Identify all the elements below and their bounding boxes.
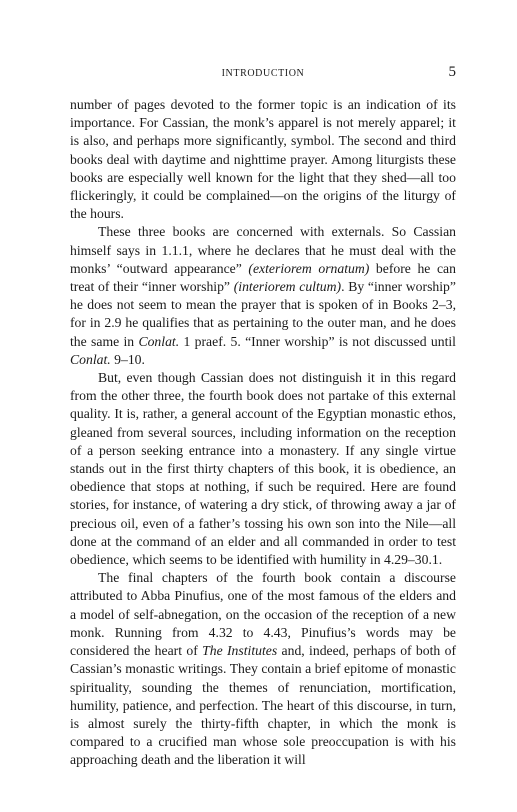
paragraph [70, 369, 456, 569]
paragraph [70, 96, 456, 223]
text-run: These three books are concerned with externals. So Cassian himself says in 1.1.1, where he declares that he must deal with the monks’ “outward appearance” [70, 224, 456, 276]
italic-text: Conlat. [70, 351, 111, 367]
text-run: The final chapters of the fourth book contain a discourse attributed to Abba Pinufius, one of the most famous of the elders and a model of self-abnegation, on the occasion of the reception of a new monk. Running from 4.32 to 4.43, Pinufius’s words may be considered the heart of [70, 570, 456, 659]
italic-text: The Institutes [202, 643, 278, 659]
italic-text: Conlat. [138, 333, 180, 349]
running-head: INTRODUCTION [221, 68, 305, 79]
text-run: 1 praef. 5. “Inner worship” is not discussed until [179, 333, 456, 349]
italic-text: (exteriorem ornatum) [248, 260, 370, 276]
italic-text: (interiorem cultum) [233, 279, 342, 295]
paragraph [70, 569, 456, 769]
text-run: . By “inner worship” he does not seem to mean the prayer that is spoken of in Books 2–3, for in 2.9 he qualifies that as pertaining to the outer man, and he does the same in [70, 279, 456, 349]
page-header [70, 64, 456, 84]
page-number: 5 [448, 64, 456, 80]
text-run: and, indeed, perhaps of both of Cassian’s monastic writings. They contain a brief epitome of monastic spirituality, sounding the themes of renunciation, mortification, humility, patience, and perfection. The heart of this discourse, in turn, is almost surely the thirty-fifth chapter, in which the monk is compared to a crucified man whose sole preoccupation is with his approaching death and the liberation it will [70, 643, 457, 768]
text-run: But, even though Cassian does not distinguish it in this regard from the other three, the fourth book does not partake of this external quality. It is, rather, a general account of the Egyptian monastic ethos, gleaned from several sources, including information on the reception of a person seeking entrance into a monastery. If any single virtue stands out in the first thirty chapters of this book, it is obedience, an obedience that stops at nothing, if such be required. Here are found stories, for instance, of watering a dry stick, of throwing away a jar of precious oil, even of a father’s tossing his own son into the Nile—all done at the command of an elder and all commanded in order to test obedience, which seems to be identified with humility in 4.29–30.1. [70, 370, 456, 568]
text-run: 9–10. [110, 351, 145, 367]
paragraph [70, 223, 456, 369]
body-text [70, 96, 456, 770]
text-run: number of pages devoted to the former topic is an indication of its importance. For Cassian, the monk’s apparel is not merely apparel; it is also, and perhaps more significantly, symbol. The second and third books deal with daytime and nighttime prayer. Among liturgists these books are especially well known for the light that they shed—all too flickeringly, it could be complained—on the origins of the liturgy of the hours. [70, 97, 456, 222]
text-run: before he can treat of their “inner worship” [70, 260, 456, 295]
